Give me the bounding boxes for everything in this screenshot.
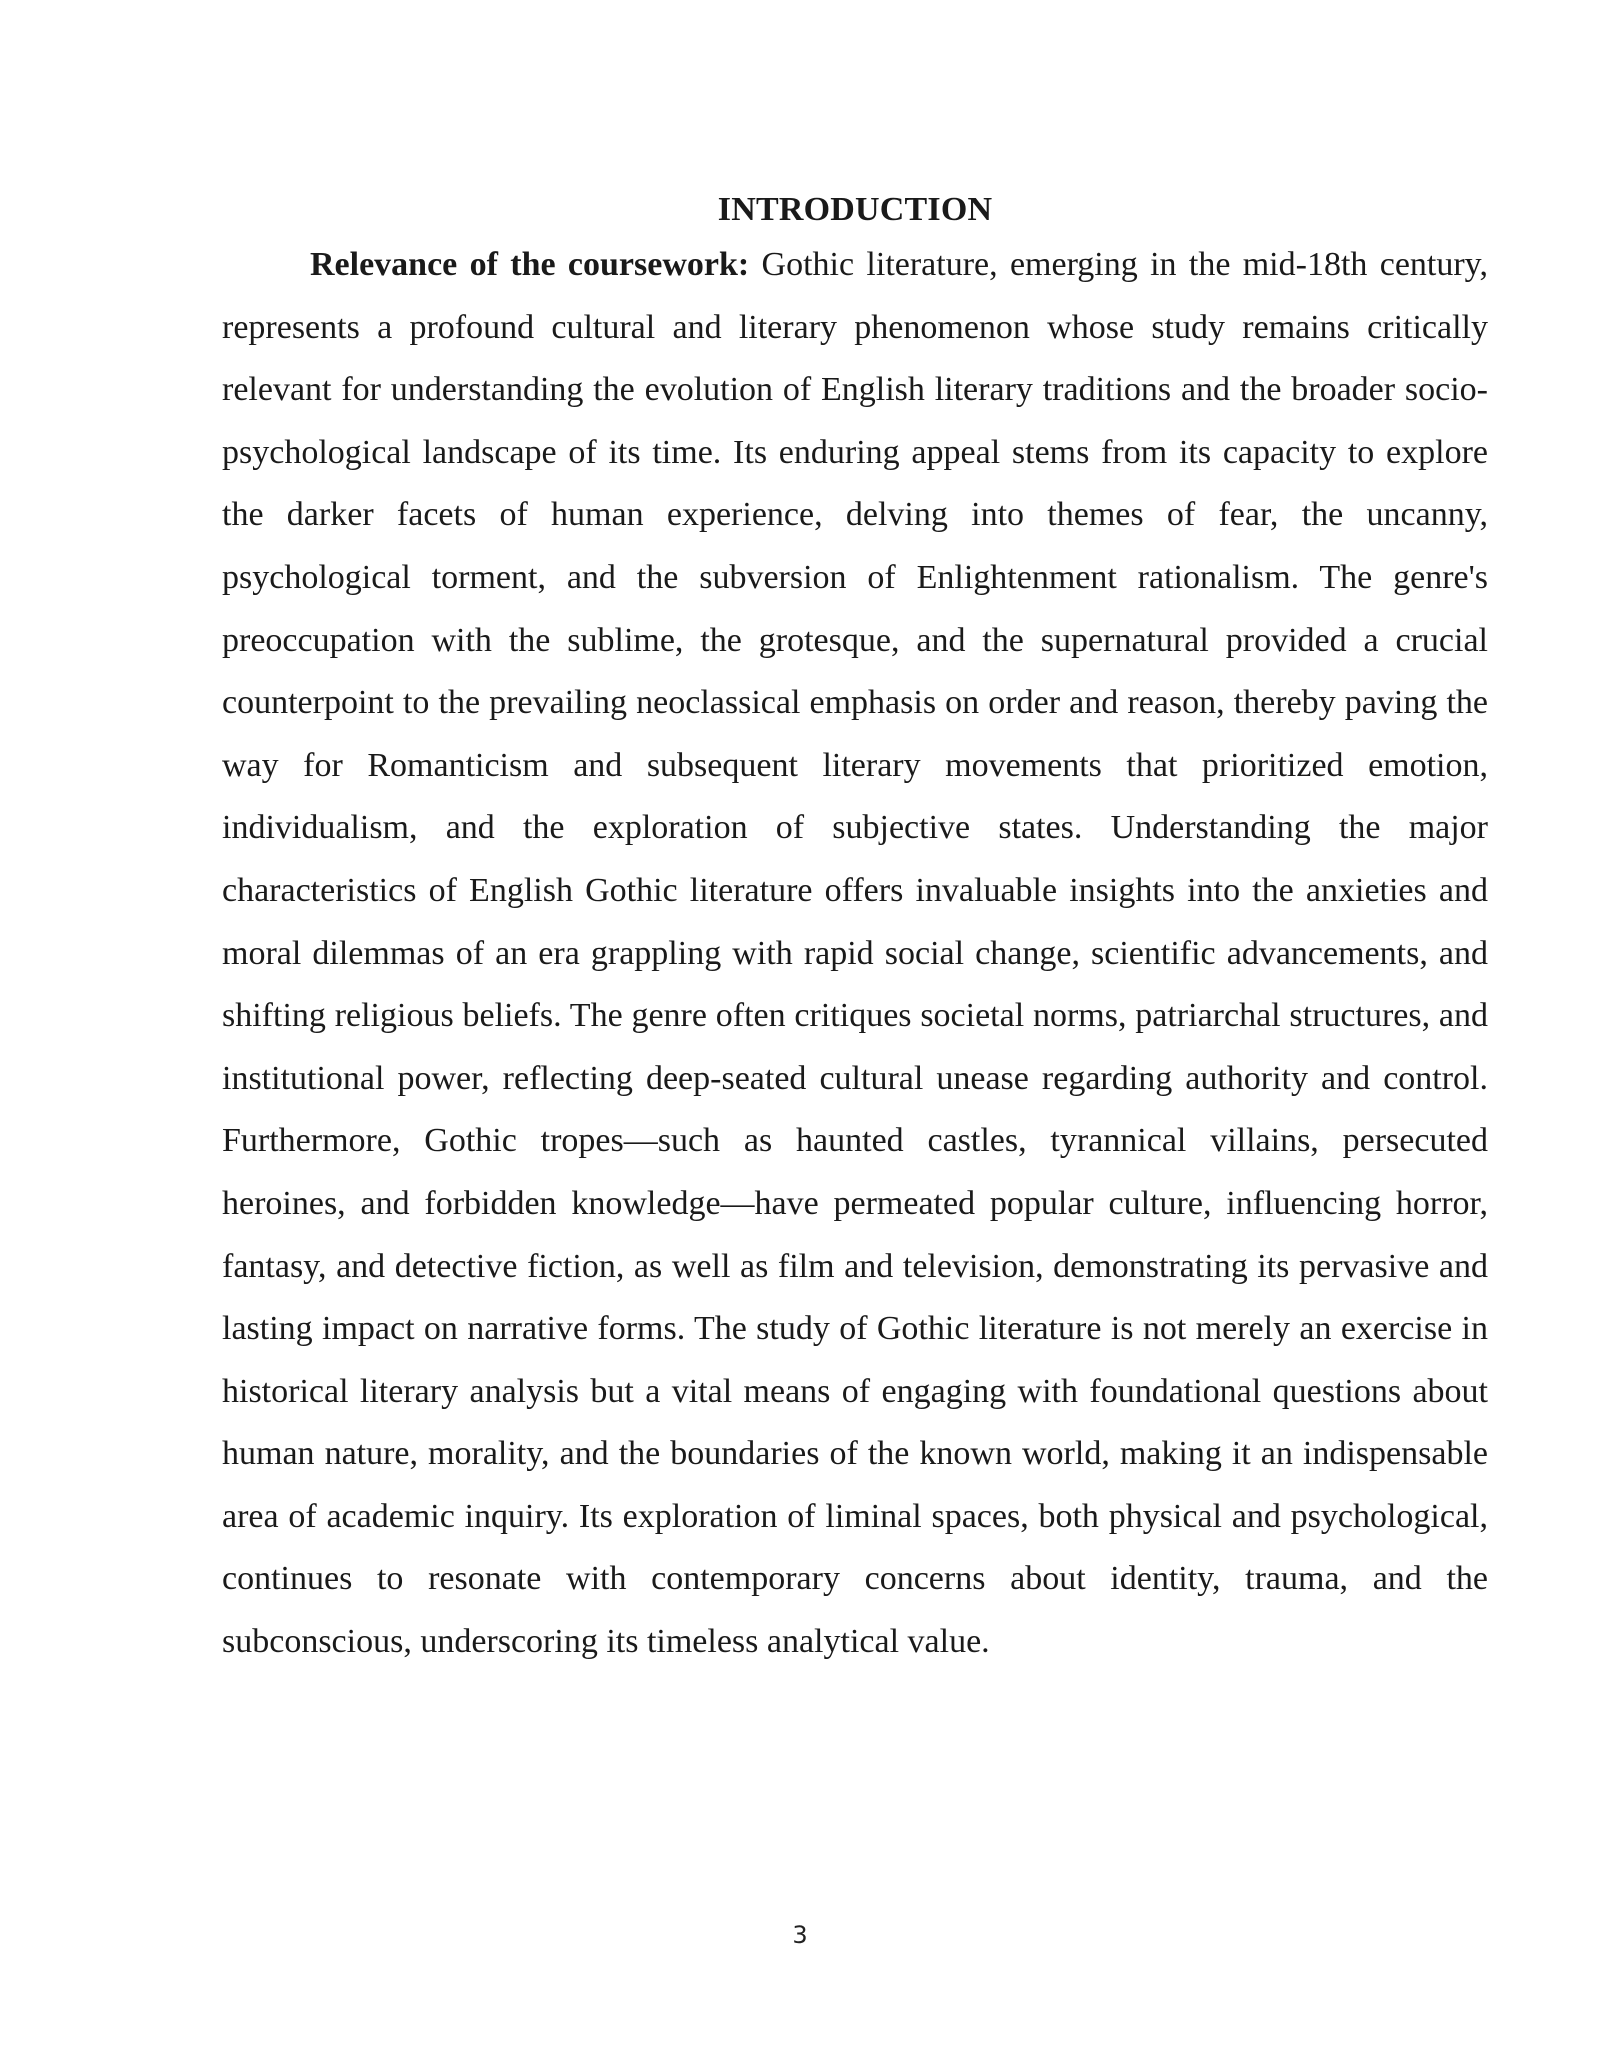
page-content (222, 186, 1488, 1674)
paragraph-lead: Relevance of the coursework: (310, 246, 750, 283)
body-paragraph (222, 234, 1488, 1674)
section-heading: INTRODUCTION (717, 191, 993, 228)
paragraph-text: Gothic literature, emerging in the mid-18th century, represents a profound cultural and literary phenomenon whose study remains critically relevant for understanding the evolution of English literary traditions and the broader socio-psychological landscape of its time. Its enduring appeal stems from its capacity to explore the darker facets of human experience, delving into themes of fear, the uncanny, psychological torment, and the subversion of Enlightenment rationalism. The genre's preoccupation with the sublime, the grotesque, and the supernatural provided a crucial counterpoint to the prevailing neoclassical emphasis on order and reason, thereby paving the way for Romanticism and subsequent literary movements that prioritized emotion, individualism, and the exploration of subjective states. Understanding the major characteristics of English Gothic literature offers invaluable insights into the anxieties and moral dilemmas of an era grappling with rapid social change, scientific advancements, and shifting religious beliefs. The genre often critiques societal norms, patriarchal structures, and institutional power, reflecting deep-seated cultural unease regarding authority and control. Furthermore, Gothic tropes—such as haunted castles, tyrannical villains, persecuted heroines, and forbidden knowledge—have permeated popular culture, influencing horror, fantasy, and detective fiction, as well as film and television, demonstrating its pervasive and lasting impact on narrative forms. The study of Gothic literature is not merely an exercise in historical literary analysis but a vital means of engaging with foundational questions about human nature, morality, and the boundaries of the known world, making it an indispensable area of academic inquiry. Its exploration of liminal spaces, both physical and psychological, continues to resonate with contemporary concerns about identity, trauma, and the subconscious, underscoring its timeless analytical value. (222, 246, 1488, 1661)
page-number: 3 (792, 1921, 808, 1949)
